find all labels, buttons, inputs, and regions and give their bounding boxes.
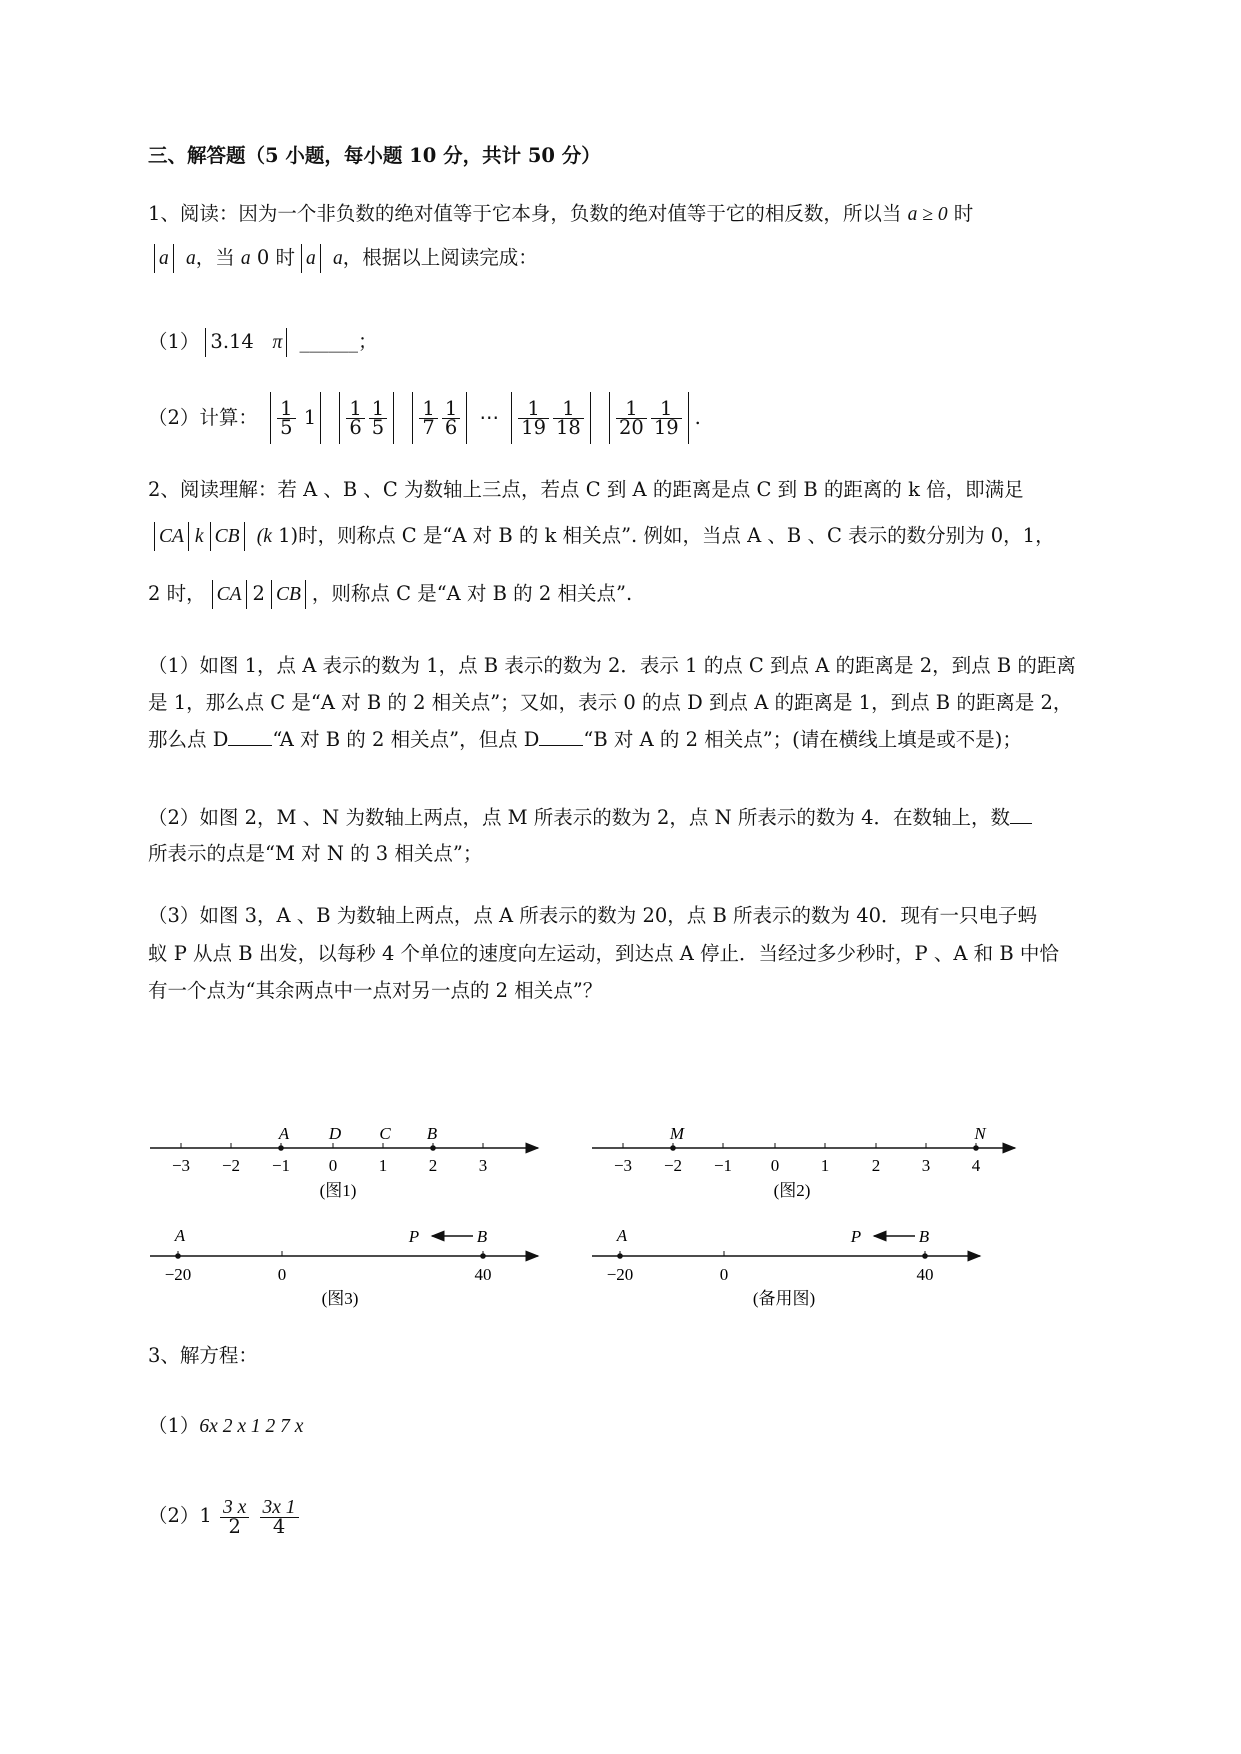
q2-part1-line3: 那么点 D “A 对 B 的 2 相关点”，但点 D “B 对 A 的 2 相关点”；(请在横线上填是或不是)； <box>148 728 1022 751</box>
fig2-tick-label: −3 <box>613 1156 633 1175</box>
q1-line2: a a，当 a 0 时 a a，根据以上阅读完成： <box>148 244 538 273</box>
fig2-caption: (图2) <box>773 1181 811 1200</box>
fig2-point-label: M <box>669 1124 685 1143</box>
fig2-tick-label: −1 <box>713 1156 733 1175</box>
fig1-point-label: A <box>278 1124 290 1143</box>
fig4-point-label: A <box>616 1226 628 1245</box>
fig2-tick-label: 4 <box>971 1156 981 1175</box>
q3-title: 3、解方程： <box>148 1344 258 1367</box>
fig1-tick-label: −1 <box>271 1156 291 1175</box>
fig3-point-label: A <box>174 1226 186 1245</box>
figure-1 <box>150 1124 538 1200</box>
fig1-caption: (图1) <box>319 1181 357 1200</box>
fig3-tick-label: −20 <box>164 1265 192 1284</box>
fig2-tick-label: 2 <box>871 1156 881 1175</box>
figure-spare <box>592 1226 980 1308</box>
fig3-point-label: B <box>476 1227 488 1246</box>
fig1-point-label: D <box>328 1124 342 1143</box>
q3-part2: （2）1 $\frac{3 x}{2}$ $\frac{3x 1}{4}$ <box>148 1490 301 1542</box>
fig3-tick-label: 0 <box>277 1265 287 1284</box>
section-title: 三、解答题（5 小题，每小题 10 分，共计 50 分） <box>148 144 601 167</box>
fig1-tick-label: 0 <box>328 1156 338 1175</box>
q2-line3: 2 时， CA 2 CB ，则称点 C 是“A 对 B 的 2 相关点”. <box>148 580 632 609</box>
fig3-caption: (图3) <box>321 1289 359 1308</box>
q2-part2-line2: 所表示的点是“M 对 N 的 3 相关点”； <box>148 842 483 865</box>
fig1-point-label: C <box>379 1124 391 1143</box>
fig1-tick-label: −3 <box>171 1156 191 1175</box>
q2-part1-line1: （1）如图 1，点 A 表示的数为 1，点 B 表示的数为 2．表示 1 的点 C 到点 A 的距离是 2，到点 B 的距离 <box>148 654 1076 677</box>
figure-3 <box>150 1226 538 1308</box>
fig1-tick-label: 1 <box>378 1156 388 1175</box>
fig2-tick-label: 0 <box>770 1156 780 1175</box>
q2-part3-line3: 有一个点为“其余两点中一点对另一点的 2 相关点”？ <box>148 979 603 1002</box>
fig1-point-label: B <box>426 1124 438 1143</box>
figure-2 <box>592 1124 1015 1200</box>
fig2-tick-label: 1 <box>820 1156 830 1175</box>
q2-line1: 2、阅读理解：若 A 、B 、C 为数轴上三点，若点 C 到 A 的距离是点 C 到 B 的距离的 k 倍，即满足 <box>148 478 1024 501</box>
q1-part2: （2）计算： $\frac{1}{5}$ 1 $\frac{1}{6}$ $\frac{1}{5}$ $\frac{1}{7}$ $\frac{1}{6}$ ⋯ $\frac{1}{19}$ $\frac{1}{18}$ $\frac{1}{20}$ $\frac{1}{19}$ . <box>148 392 701 444</box>
q1-part1: （1） 3.14 π ______； <box>148 328 377 357</box>
fig1-tick-label: −2 <box>221 1156 241 1175</box>
fig1-tick-label: 2 <box>428 1156 438 1175</box>
q2-part3-line2: 蚁 P 从点 B 出发，以每秒 4 个单位的速度向左运动，到达点 A 停止．当经过多少秒时，P 、A 和 B 中恰 <box>148 942 1059 965</box>
fig2-tick-label: −2 <box>663 1156 683 1175</box>
fig3-tick-label: 40 <box>474 1265 492 1284</box>
fig4-tick-label: −20 <box>606 1265 634 1284</box>
fig1-tick-label: 3 <box>478 1156 488 1175</box>
q3-part1: （1）6x 2 x 1 2 7 x <box>148 1414 304 1437</box>
fig2-tick-label: 3 <box>921 1156 931 1175</box>
q2-part3-line1: （3）如图 3，A 、B 为数轴上两点，点 A 所表示的数为 20，点 B 所表示的数为 40．现有一只电子蚂 <box>148 904 1038 927</box>
fig4-point-label: B <box>918 1227 930 1246</box>
fig4-caption: (备用图) <box>752 1289 816 1308</box>
fig4-tick-label: 0 <box>719 1265 729 1284</box>
fig2-point-label: N <box>974 1124 986 1143</box>
q2-line2: CA k CB (k 1)时，则称点 C 是“A 对 B 的 k 相关点”. 例如，当点 A 、B 、C 表示的数分别为 0，1， <box>148 522 1055 551</box>
fig4-tick-label: 40 <box>916 1265 934 1284</box>
fig4-point-label: P <box>850 1227 862 1246</box>
fig3-point-label: P <box>408 1227 420 1246</box>
q2-part1-line2: 是 1，那么点 C 是“A 对 B 的 2 相关点”；又如，表示 0 的点 D 到点 A 的距离是 1，到点 B 的距离是 2， <box>148 691 1073 714</box>
q2-part2-line1: （2）如图 2，M 、N 为数轴上两点，点 M 所表示的数为 2，点 N 所表示的数为 4．在数轴上，数 <box>148 804 1032 832</box>
q1-line1: 1、阅读：因为一个非负数的绝对值等于它本身，负数的绝对值等于它的相反数，所以当 a ≥ 0 时 <box>148 202 974 225</box>
